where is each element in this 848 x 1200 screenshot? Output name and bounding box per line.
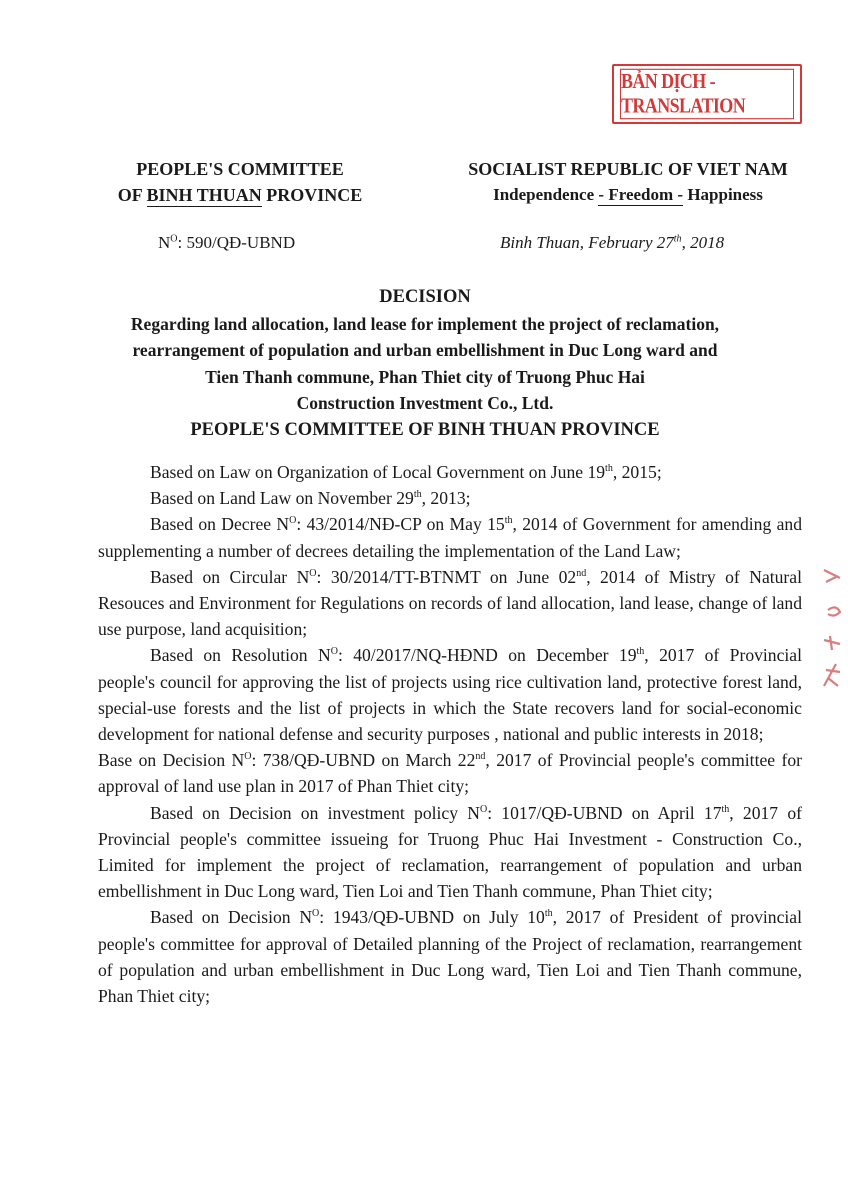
basis-sup: nd xyxy=(475,751,486,763)
document-number xyxy=(158,233,295,253)
basis-text: : 738/QĐ-UBND on March 22 xyxy=(251,750,476,771)
decision-title-block xyxy=(120,284,730,443)
basis-sup: th xyxy=(413,489,422,501)
authority-line2-prefix: OF xyxy=(117,185,147,205)
decision-subject-line3: Tien Thanh commune, Phan Thiet city of Truong Phuc Hai xyxy=(205,366,645,387)
basis-sup: th xyxy=(544,908,553,920)
basis-text: Based on Land Law on November 29 xyxy=(150,488,414,509)
basis-text: Base on Decision N xyxy=(98,750,245,771)
basis-paragraph xyxy=(98,459,802,485)
basis-text: Based on Decision N xyxy=(150,907,313,928)
basis-text: Based on Decree N xyxy=(150,514,290,535)
basis-text: , 2014 of Government for amending and supplementing a number of decrees detailing the implementation of the Land Law; xyxy=(98,514,802,561)
basis-text: , 2017 of Provincial people's committee for approval of land use plan in 2017 of Phan Thiet city; xyxy=(98,750,802,797)
motto-prefix: Independence xyxy=(493,185,599,204)
basis-paragraph xyxy=(98,800,802,905)
document-date xyxy=(500,233,724,253)
basis-text: : 1943/QĐ-UBND on July 10 xyxy=(319,907,545,928)
authority-line2-underlined: BINH THUAN xyxy=(146,185,262,205)
basis-paragraph xyxy=(98,485,802,511)
basis-sup: O xyxy=(312,908,320,920)
decision-heading: DECISION xyxy=(379,287,471,307)
basis-text: , 2015; xyxy=(612,462,662,482)
motto-underlined: - Freedom - xyxy=(598,185,684,204)
seal-fragment-icon xyxy=(818,560,846,700)
date-suffix: , 2018 xyxy=(681,233,725,252)
motto-suffix: Happiness xyxy=(683,185,763,204)
basis-sup: O xyxy=(289,515,297,527)
doc-no-label: N xyxy=(158,233,171,252)
basis-paragraph xyxy=(98,904,802,1009)
basis-sup: th xyxy=(636,646,645,658)
basis-text: , 2017 of President of provincial people's committee for approval of Detailed planning of the Project of reclamation, rearrangement of population and urban embellishment in Duc Long ward, Tien Loi and Tien Thanh commune, Phan Thiet city; xyxy=(98,907,802,1007)
basis-sup: O xyxy=(330,646,338,658)
basis-sup: O xyxy=(309,567,317,579)
date-prefix: Binh Thuan, February 27 xyxy=(500,233,674,252)
basis-text: Based on Law on Organization of Local Government on June 19 xyxy=(150,462,606,482)
legal-basis xyxy=(98,459,802,1009)
basis-sup: nd xyxy=(576,567,587,579)
basis-sup: th xyxy=(721,803,730,815)
basis-sup: th xyxy=(504,515,513,527)
basis-text: Based on Circular N xyxy=(150,566,310,587)
decision-authority: PEOPLE'S COMMITTEE OF BINH THUAN PROVINCE xyxy=(190,419,660,440)
basis-text: , 2017 of Provincial people's committee issueing for Truong Phuc Hai Investment - Construction Co., Limited for implement the project of reclamation, rearrangement of population and urban embellishment in Duc Long ward, Tien Loi and Tien Thanh commune, Phan Thiet city; xyxy=(98,802,802,902)
basis-text: , 2014 of Mistry of Natural Resouces and Environment for Regulations on records of land allocation, land lease, change of land use purpose, land acquisition; xyxy=(98,566,802,640)
basis-text: Based on Decision on investment policy N xyxy=(150,802,480,823)
national-header xyxy=(450,156,806,208)
basis-text: : 40/2017/NQ-HĐND on December 19 xyxy=(337,645,637,666)
basis-sup: th xyxy=(605,463,613,475)
basis-sup: O xyxy=(244,751,252,763)
national-title: SOCIALIST REPUBLIC OF VIET NAM xyxy=(468,159,788,179)
basis-paragraph xyxy=(98,747,802,799)
national-motto xyxy=(450,182,806,208)
translation-stamp xyxy=(612,64,802,124)
doc-no-value: : 590/QĐ-UBND xyxy=(177,233,296,252)
authority-line2-suffix: PROVINCE xyxy=(261,185,363,205)
basis-text: : 43/2014/NĐ-CP on May 15 xyxy=(296,514,505,535)
basis-paragraph xyxy=(98,511,802,563)
basis-paragraph xyxy=(98,642,802,747)
translation-stamp-text: BẢN DỊCH - TRANSLATION xyxy=(620,69,794,120)
basis-text: : 1017/QĐ-UBND on April 17 xyxy=(487,802,722,823)
decision-subject-line4: Construction Investment Co., Ltd. xyxy=(296,393,554,413)
issuing-authority xyxy=(100,156,380,208)
basis-text: : 30/2014/TT-BTNMT on June 02 xyxy=(316,566,577,587)
decision-subject-line1: Regarding land allocation, land lease for implement the project of reclamation, xyxy=(130,313,720,334)
basis-text: , 2013; xyxy=(421,488,471,509)
basis-text: Based on Resolution N xyxy=(150,645,331,666)
doc-no-sup: O xyxy=(170,233,178,245)
authority-line2 xyxy=(100,182,380,208)
basis-text: , 2017 of Provincial people's council for approving the list of projects using rice cultivation land, protective forest land, special-use forests and the list of projects in which the State recovers land for social-economic development for national defense and security purposes , national and public interests in 2018; xyxy=(98,645,802,745)
date-sup: th xyxy=(673,233,682,245)
authority-line1: PEOPLE'S COMMITTEE xyxy=(136,159,344,179)
basis-sup: O xyxy=(479,803,488,815)
decision-subject-line2: rearrangement of population and urban embellishment in Duc Long ward and xyxy=(132,340,718,360)
basis-paragraph xyxy=(98,564,802,643)
